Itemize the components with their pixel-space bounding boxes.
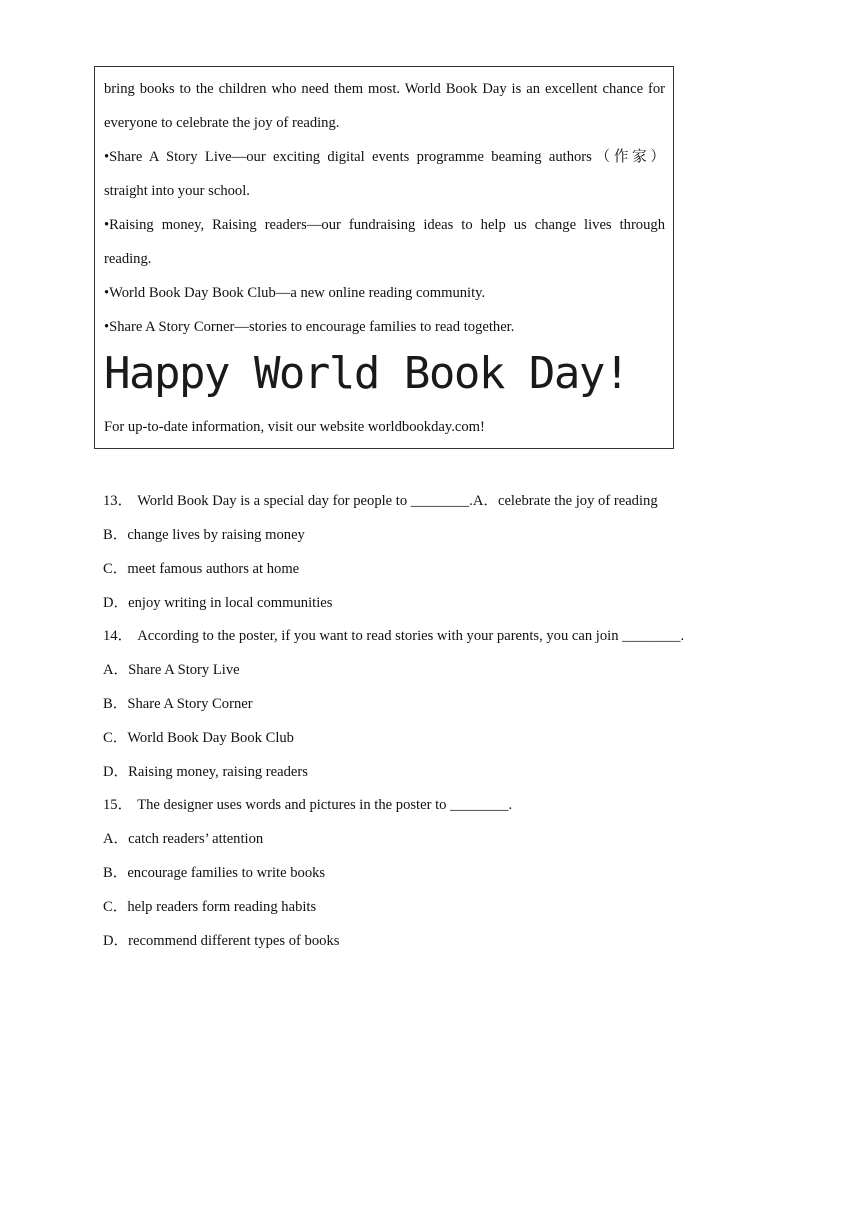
question-number: 13． bbox=[103, 493, 133, 509]
option-d: D．enjoy writing in local communities bbox=[103, 595, 333, 611]
option-c: C．World Book Day Book Club bbox=[103, 730, 294, 746]
option-c: C．help readers form reading habits bbox=[103, 899, 317, 915]
question-stem: World Book Day is a special day for people to ________. bbox=[137, 493, 473, 509]
option-a: A．celebrate the joy of reading bbox=[472, 493, 658, 509]
poster-text-line: everyone to celebrate the joy of reading. bbox=[104, 115, 340, 131]
question-stem: According to the poster, if you want to read stories with your parents, you can join ________. bbox=[137, 628, 685, 644]
question-15 bbox=[103, 796, 512, 814]
question-stem: The designer uses words and pictures in the poster to ________. bbox=[137, 797, 513, 813]
question-number: 14． bbox=[103, 628, 133, 644]
option-d: D．recommend different types of books bbox=[103, 933, 340, 949]
poster-bullet-share-a-story-live: •Share A Story Live—our exciting digital events programme beaming authors（作家） bbox=[104, 149, 665, 165]
option-d: D．Raising money, raising readers bbox=[103, 764, 308, 780]
question-13 bbox=[103, 492, 658, 510]
poster-footer: For up-to-date information, visit our website worldbookday.com! bbox=[104, 419, 485, 435]
option-b: B．change lives by raising money bbox=[103, 527, 305, 543]
poster-text-line: reading. bbox=[104, 251, 152, 267]
option-a: A．Share A Story Live bbox=[103, 662, 240, 678]
option-b: B．encourage families to write books bbox=[103, 865, 326, 881]
poster-text-line: bring books to the children who need them most. World Book Day is an excellent chance for bbox=[104, 81, 665, 97]
poster-bullet-share-a-story-corner: •Share A Story Corner—stories to encourage families to read together. bbox=[104, 319, 515, 335]
question-number: 15． bbox=[103, 797, 133, 813]
poster-headline: Happy World Book Day! bbox=[104, 348, 629, 399]
poster-box bbox=[94, 66, 674, 449]
option-c: C．meet famous authors at home bbox=[103, 561, 300, 577]
poster-bullet-book-club: •World Book Day Book Club—a new online reading community. bbox=[104, 285, 486, 301]
option-b: B．Share A Story Corner bbox=[103, 696, 253, 712]
poster-bullet-raising-readers: •Raising money, Raising readers—our fundraising ideas to help us change lives through bbox=[104, 217, 665, 233]
option-a: A．catch readers’ attention bbox=[103, 831, 264, 847]
poster-text-line: straight into your school. bbox=[104, 183, 250, 199]
question-14 bbox=[103, 627, 684, 645]
